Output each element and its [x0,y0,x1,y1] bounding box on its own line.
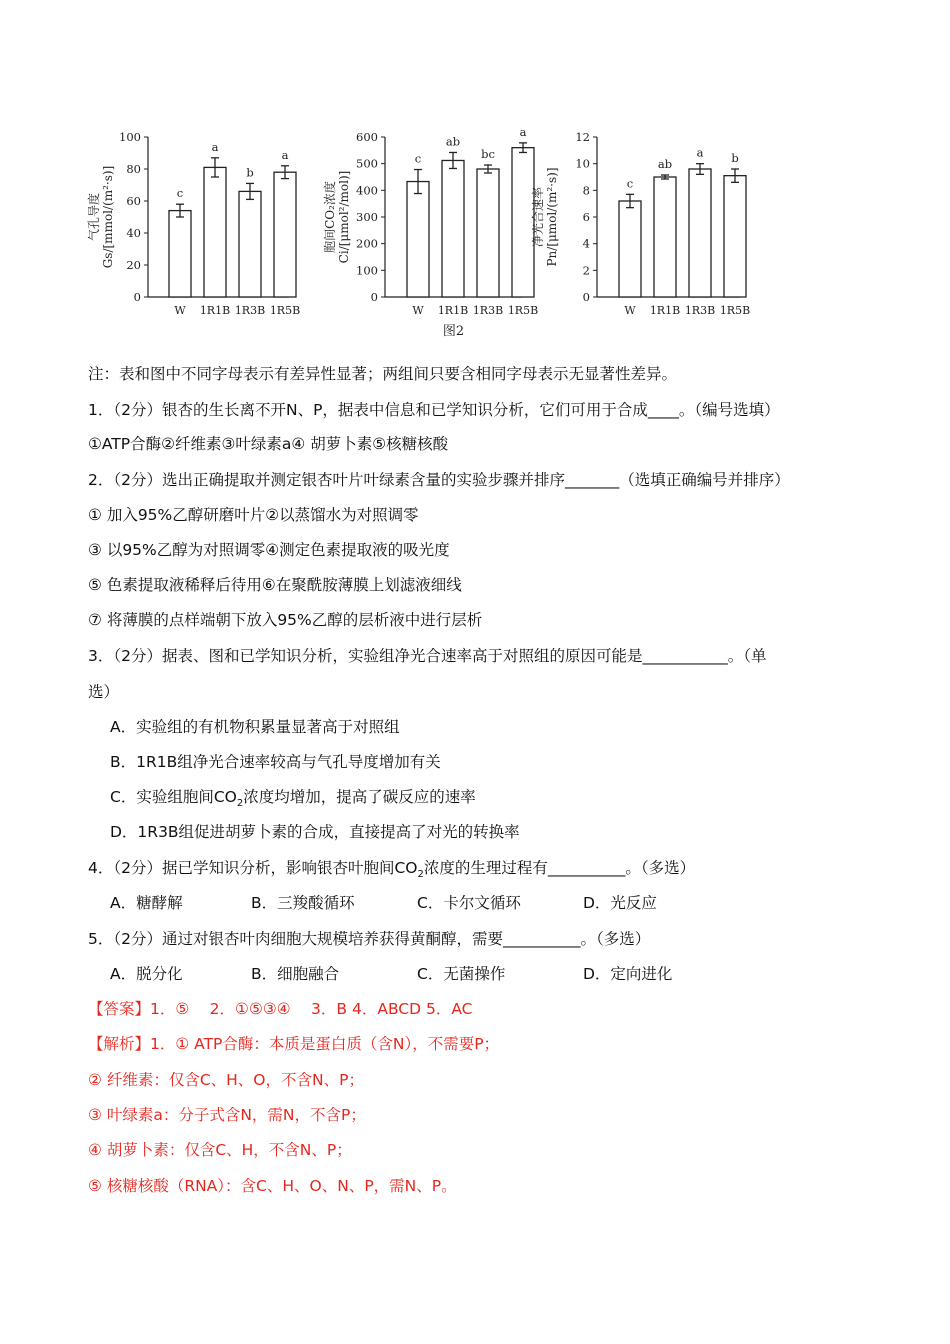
x-tick-label: W [624,304,636,317]
significance-letter: ab [657,157,673,171]
bar [619,201,641,297]
q1-options: ①ATP合酶②纤维素③叶绿素a④ 胡萝卜素⑤核糖核酸 [88,435,449,453]
y-tick-label: 4 [582,236,590,251]
significance-letter: a [519,124,527,139]
figure-2-charts [0,0,950,350]
y-axis-label-unit: Pn/[μmol/(m²·s)] [545,167,559,267]
y-tick-label: 0 [133,290,141,304]
x-tick-label: 1R1B [649,304,681,317]
y-tick-label: 0 [582,290,590,304]
y-tick-label: 0 [370,290,378,304]
x-tick-label: 1R1B [437,304,469,317]
significance-letter: bc [481,147,495,161]
q5-option-c: C．无菌操作 [417,965,506,983]
significance-letter: b [731,151,739,165]
y-tick-label: 20 [126,258,141,272]
q2-line-1: ① 加入95%乙醇研磨叶片②以蒸馏水为对照调零 [88,506,419,524]
answer-line: 【答案】1．⑤ 2．①⑤③④ 3．B 4．ABCD 5．AC [88,1000,473,1018]
bar [689,169,711,297]
significance-letter: b [246,165,254,180]
x-tick-label: W [412,304,424,317]
significance-letter: c [176,186,184,201]
x-tick-label: 1R5B [507,304,539,317]
q5-option-d: D．定向进化 [583,965,673,983]
x-tick-label: 1R3B [684,304,716,317]
bar [239,191,261,297]
significance-letter: a [281,147,289,162]
y-tick-label: 400 [356,183,378,198]
y-tick-label: 8 [582,183,590,198]
q4-option-c: C．卡尔文循环 [417,894,521,912]
significance-letter: c [626,176,634,191]
y-tick-label: 60 [126,194,141,208]
figure-caption: 图2 [442,324,465,339]
y-axis-label-unit: Gs/[mmol/(m²·s)] [101,165,115,269]
analysis-line-5: ⑤ 核糖核酸（RNA）：含C、H、O、N、P，需N、P。 [88,1177,457,1195]
q5-option-a: A．脱分化 [110,965,183,983]
analysis-line-4: ④ 胡萝卜素：仅含C、H，不含N、P； [88,1141,352,1159]
q2-line-2: ③ 以95%乙醇为对照调零④测定色素提取液的吸光度 [88,541,450,559]
q4-stem: 4．（2分）据已学知识分析，影响银杏叶胞间$CO_2$浓度的生理过程有__________。（多选） [88,859,696,881]
q2-line-3: ⑤ 色素提取液稀释后待用⑥在聚酰胺薄膜上划滤液细线 [88,576,462,594]
x-tick-label: 1R5B [719,304,751,317]
bar [654,177,676,297]
analysis-line-2: ② 纤维素：仅含C、H、O，不含N、P； [88,1071,364,1089]
note-text: 注：表和图中不同字母表示有差异性显著；两组间只要含相同字母表示无显著性差异。 [88,365,678,383]
y-tick-label: 200 [356,236,378,251]
y-axis-label-unit: Ci/[μmol²/mol)] [337,170,351,264]
q2-stem: 2．（2分）选出正确提取并测定银杏叶片叶绿素含量的实验步骤并排序_______（选填正确编号并排序） [88,471,790,489]
bar [274,172,296,297]
bar [407,182,429,297]
x-tick-label: 1R1B [199,304,231,317]
y-axis-label-name: 气孔导度 [87,192,101,242]
bar [204,167,226,297]
y-tick-label: 2 [582,263,590,278]
q4-option-d: D．光反应 [583,894,657,912]
y-tick-label: 100 [356,263,378,278]
y-tick-label: 80 [126,162,141,176]
bar [724,176,746,297]
analysis-line-1: 【解析】1．① ATP合酶：本质是蛋白质（含N），不需要P； [88,1035,500,1053]
y-tick-label: 300 [356,210,378,224]
y-tick-label: 100 [119,130,141,144]
q3-option-d: D．1R3B组促进胡萝卜素的合成，直接提高了对光的转换率 [110,823,520,841]
q1-stem: 1．（2分）银杏的生长离不开N、P，据表中信息和已学知识分析，它们可用于合成____。（编号选填） [88,401,780,419]
significance-letter: a [696,145,704,160]
q5-stem: 5．（2分）通过对银杏叶肉细胞大规模培养获得黄酮醇，需要__________。（多选） [88,930,651,948]
q5-option-b: B．细胞融合 [251,965,340,983]
y-tick-label: 12 [575,130,590,144]
q4-option-a: A．糖酵解 [110,894,183,912]
y-tick-label: 500 [356,156,378,171]
x-tick-label: W [174,304,186,317]
q2-line-4: ⑦ 将薄膜的点样端朝下放入95%乙醇的层析液中进行层析 [88,611,483,629]
significance-letter: ab [445,134,461,149]
q3-option-a: A．实验组的有机物积累量显著高于对照组 [110,718,400,736]
significance-letter: a [211,139,219,154]
analysis-line-3: ③ 叶绿素a：分子式含N，需N，不含P； [88,1106,366,1124]
bar [442,160,464,297]
significance-letter: c [414,151,422,166]
y-tick-label: 10 [575,156,590,171]
y-tick-label: 40 [126,226,141,240]
y-axis-label-name: 胞间CO₂浓度 [323,181,337,253]
q3-stem-cont: 选） [88,683,120,701]
x-tick-label: 1R5B [269,304,301,317]
y-axis-label-name: 净光合速率 [531,186,545,248]
q3-stem: 3．（2分）据表、图和已学知识分析，实验组净光合速率高于对照组的原因可能是___________。（单 [88,647,767,665]
x-tick-label: 1R3B [472,304,504,317]
bar [477,169,499,297]
x-tick-label: 1R3B [234,304,266,317]
q3-option-c: C．实验组胞间$CO_2$浓度均增加，提高了碳反应的速率 [110,788,476,810]
y-tick-label: 600 [356,130,378,144]
bar [169,211,191,297]
q3-option-b: B．1R1B组净光合速率较高与气孔导度增加有关 [110,753,441,771]
q4-option-b: B．三羧酸循环 [251,894,355,912]
figure-2 [0,0,950,350]
y-tick-label: 6 [582,210,590,224]
